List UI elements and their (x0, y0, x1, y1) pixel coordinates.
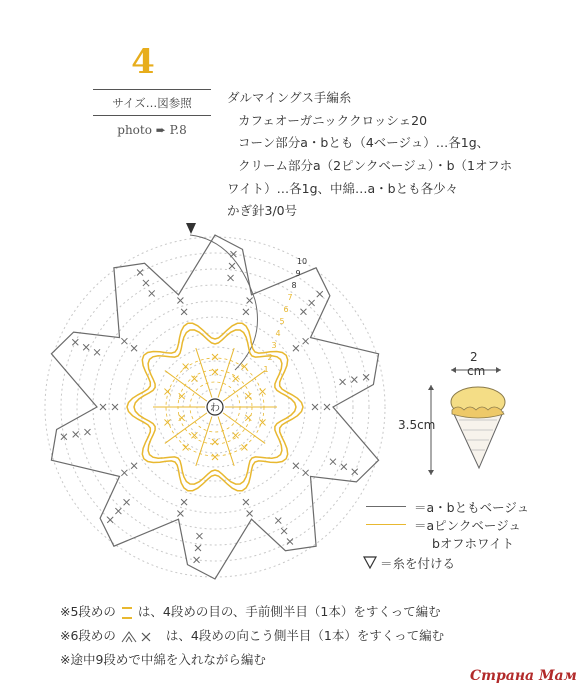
cone-stitch (324, 404, 330, 410)
cone-stitch (309, 300, 315, 306)
materials-hook: かぎ針3/0号 (227, 203, 298, 218)
cream-stitch (183, 444, 189, 450)
size-reference: サイズ…図参照 (112, 96, 192, 110)
cone-stitch (243, 309, 249, 315)
cone-stitch (293, 345, 299, 351)
cone-stitch (100, 404, 106, 410)
cone-stitch (143, 280, 149, 286)
cone-stitch (275, 518, 281, 524)
cone-stitch (177, 511, 183, 517)
legend-beige-line (366, 506, 406, 507)
size-height-label: 3.5cm (398, 418, 436, 432)
round-number-label: 7 (287, 293, 293, 302)
cone-stitch (84, 429, 90, 435)
size-illustration (395, 340, 535, 480)
cone-stitch (341, 464, 347, 470)
cream-stitch (183, 364, 189, 370)
cream-spoke (218, 417, 234, 466)
cream-spoke (196, 348, 212, 397)
cream-stitch (164, 389, 170, 395)
cream-rim (452, 407, 504, 418)
cone-stitch (195, 545, 201, 551)
cream-stitch (260, 389, 266, 395)
photo-reference: photo ➨ P.8 (117, 123, 187, 137)
round-number-label: 10 (296, 257, 308, 266)
cream-spoke (218, 348, 234, 397)
cone-stitch (352, 469, 358, 475)
cone-stitch (247, 297, 253, 303)
cone-stitch (83, 344, 89, 350)
pattern-number: 4 (131, 42, 155, 82)
cream-stitch (245, 393, 251, 399)
legend-beige-label: ＝a・bともベージュ (414, 500, 530, 515)
cone-stitch (181, 309, 187, 315)
cone-stitch (229, 263, 235, 269)
cone-stitch (317, 291, 323, 297)
cone-stitch (94, 349, 100, 355)
note-row5-prefix: ※5段めの (60, 604, 116, 619)
center-label: わ (210, 403, 220, 414)
legend-attach-label: ＝糸を付ける (380, 556, 456, 571)
cone-stitch (149, 290, 155, 296)
cream-spoke (196, 417, 212, 466)
size-width-unit: cm (467, 364, 486, 378)
note-row6-text: は、4段めの向こう側半目（1本）をすくって編む (165, 628, 445, 643)
cone-stitch (300, 309, 306, 315)
cone-stitch (303, 338, 309, 344)
note-row6-prefix: ※6段めの (60, 628, 116, 643)
note-row5-text: は、4段めの目の、手前側半目（1本）をすくって編む (137, 604, 441, 619)
cone-stitch (196, 533, 202, 539)
cone-stitch (351, 377, 357, 383)
materials-yarn-brand: ダルマイングス手編糸 (227, 90, 352, 105)
cream-spoke (223, 413, 265, 444)
note-stuffing: ※途中9段めで中綿を入れながら編む (60, 652, 266, 667)
cone-stitch (293, 463, 299, 469)
cone-stitch (340, 379, 346, 385)
cone-stitch (112, 404, 118, 410)
cone-stitch (115, 508, 121, 514)
cream-stitch (212, 439, 218, 445)
cone-stitch (137, 269, 143, 275)
cream-stitch (241, 444, 247, 450)
cone-stitch (73, 431, 79, 437)
materials-yarn-name: カフェオーガニッククロッシェ20 (238, 113, 428, 128)
cream-stitch (212, 454, 218, 460)
cone-stitch (330, 459, 336, 465)
attach-yarn-marker (186, 223, 196, 234)
round-number-label: 1 (263, 365, 269, 374)
materials-cone: コーン部分a・bとも（4ベージュ）…各1g、 (238, 135, 490, 150)
cone-stitch (194, 557, 200, 563)
round-number-label: 6 (283, 305, 289, 314)
legend-triangle-icon (362, 554, 378, 570)
cream-spoke (165, 413, 207, 444)
cone-stitch (121, 470, 127, 476)
round-number-label: 3 (271, 341, 277, 350)
cone-stitch (131, 345, 137, 351)
cone-stitch (243, 499, 249, 505)
watermark: Страна Мам (470, 668, 577, 684)
note-row6-symbols (120, 630, 162, 643)
cream-stitch (179, 415, 185, 421)
cone-stitch (281, 528, 287, 534)
cone-stitch (247, 511, 253, 517)
cone-stitch (228, 275, 234, 281)
note-row6 (60, 626, 444, 644)
cone-stitch (181, 499, 187, 505)
legend-yellow-line (366, 524, 406, 525)
round-number-label: 5 (279, 317, 285, 326)
cream-spoke (223, 371, 265, 402)
cone-stitch (287, 539, 293, 545)
materials-cream: クリーム部分a（2ピンクベージュ）・b（1オフホ (238, 158, 513, 173)
round-number-label: 4 (275, 329, 281, 338)
cone-stitch (121, 338, 127, 344)
cone-stitch (177, 297, 183, 303)
cone-stitch (303, 470, 309, 476)
cream-stitch (212, 354, 218, 360)
legend-yellow-label-a: ＝aピンクベージュ (414, 518, 521, 533)
cream-stitch (233, 376, 239, 382)
materials-cream-cont: ワイト）…各1g、中綿…a・bとも各少々 (227, 181, 459, 196)
round-number-label: 8 (291, 281, 297, 290)
cream-stitch (245, 415, 251, 421)
cone-stitch (124, 499, 130, 505)
note-row5 (60, 602, 441, 620)
cone-stitch (107, 517, 113, 523)
round-number-label: 2 (267, 353, 273, 362)
cone-stitch (131, 463, 137, 469)
size-width-value: 2 (470, 350, 478, 364)
cone-stitch (72, 339, 78, 345)
note-row5-symbol (122, 607, 132, 619)
legend-yellow-label-b: bオフホワイト (432, 536, 515, 551)
cone-stitch (312, 404, 318, 410)
round-number-label: 9 (295, 269, 301, 278)
